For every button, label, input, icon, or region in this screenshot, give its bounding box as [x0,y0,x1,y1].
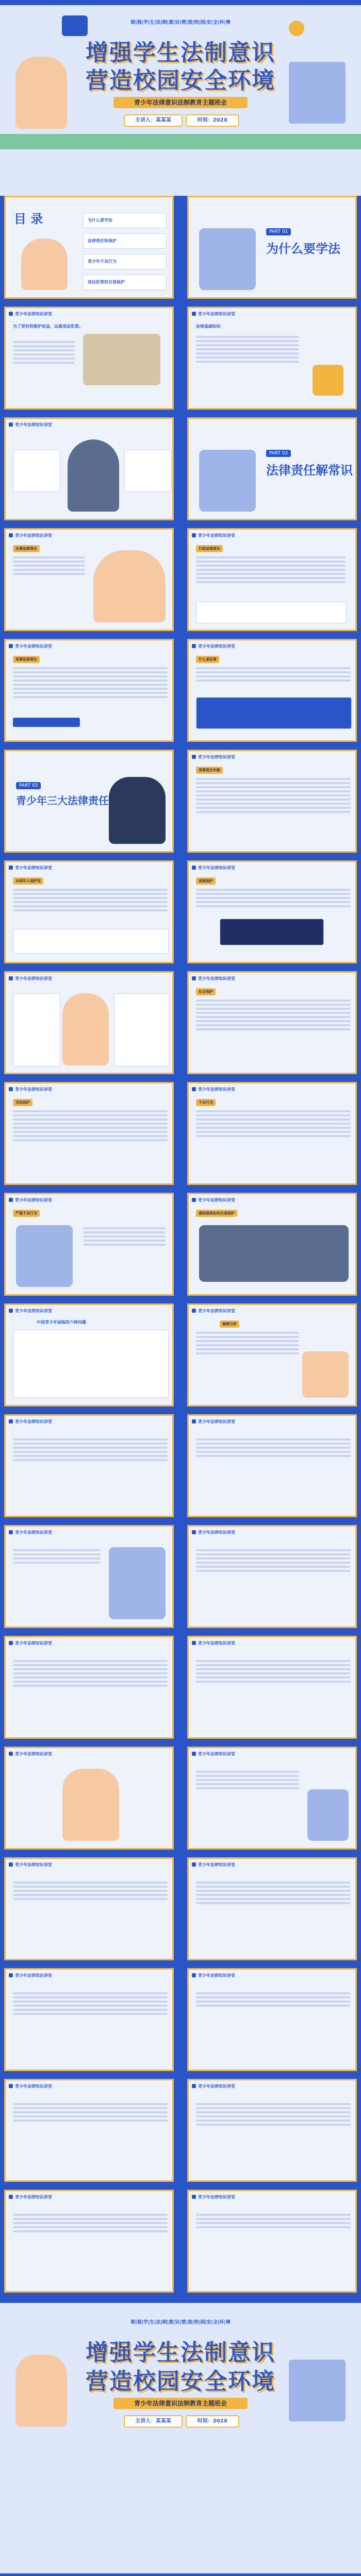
crime-def-slide [187,639,357,742]
content-slide-13b [187,1525,357,1628]
slide-header: 青少年法律知识讲堂 [9,1751,52,1757]
criminal-slide [4,639,174,742]
girl-illustration [62,993,109,1065]
content-text [13,1990,168,2017]
self1-slide [187,1193,357,1296]
slide-header: 青少年法律知识讲堂 [9,1308,52,1314]
crime-def-text [196,665,351,684]
content-text [196,1879,351,1906]
slide-header: 青少年法律知识讲堂 [9,2083,52,2090]
bad1-text [196,1108,351,1139]
toc-item-1: 为什么要学法 [83,213,167,228]
slide-header: 青少年法律知识讲堂 [9,2194,52,2200]
cover-subtitle: 青少年法律意识法制教育主题班会 [113,97,248,108]
slide-header: 青少年法律知识讲堂 [9,1862,52,1868]
content-slide-18a [4,2079,174,2182]
admin-text [196,554,346,585]
bad2-tag: 严重不良行为 [13,1210,40,1217]
society-text [196,997,351,1032]
content-text [196,1547,351,1574]
law-basic-text [196,334,299,365]
judicial-slide [4,1082,174,1185]
content-text [196,1436,351,1459]
admin-card [196,602,347,623]
school-card-left [13,993,60,1066]
society-tag: 社会保护 [196,988,216,995]
section2-title: 法律责任解常识 [266,463,353,478]
section3-part: PART 03 [16,782,41,789]
cover-slide [0,5,361,196]
section1-part: PART 01 [266,228,291,235]
content-slide-16a [4,1857,174,1960]
cases-slide [187,1303,357,1406]
age-tag: 刑事责任年龄 [196,767,223,774]
slide-header: 青少年法律知识讲堂 [192,2083,235,2090]
slide-header: 青少年法律知识讲堂 [192,1087,235,1093]
slide-header: 青少年法律知识讲堂 [192,1419,235,1425]
school-illustration [83,334,160,385]
china6-card [13,1330,169,1398]
criminal-note [13,718,80,727]
slide-header: 青少年法律知识讲堂 [9,643,52,650]
slide-header: 青少年法律知识讲堂 [192,643,235,650]
grandpa-illustration [109,1547,166,1619]
protect-card [13,929,169,954]
content-text [196,1769,299,1791]
content-slide-17b [187,1968,357,2071]
family-slide [187,860,357,963]
slide-header: 青少年法律知识讲堂 [9,1530,52,1536]
content-text [196,2212,351,2230]
age-text [196,776,351,815]
content-slide-16b [187,1857,357,1960]
family-illustration [199,228,256,290]
law-basic-slide [187,307,357,410]
family-card [220,919,324,945]
slide-header: 青少年法律知识讲堂 [9,1640,52,1647]
school-slide [4,971,174,1074]
ending-time: 时间：202X [186,2415,239,2428]
boy-illustration [307,1789,349,1841]
content-slide-14b [187,1636,357,1739]
content-text [13,1658,168,1689]
ending-top-tag: 锁|强|学|生|法|制|意|识|营|造|校|园|安|全|环|境 [130,2320,231,2325]
slide-header: 青少年法律知识讲堂 [9,1973,52,1979]
slide-header: 青少年法律知识讲堂 [9,1419,52,1425]
law-book-icon [313,365,343,396]
toc-slide [4,196,174,299]
toc-item-3: 青少年不良行为 [83,254,167,269]
book-girl-illustration [93,550,166,622]
content-text [196,2101,351,2128]
china6-heading: 中国青少年面临的六种问题 [37,1320,86,1325]
thinking-student-illustration [68,439,119,512]
cover-title-line2: 营造校园安全环境 [86,67,275,94]
content-text [13,1547,101,1566]
section3-slide [4,750,174,853]
slide-header: 青少年法律知识讲堂 [9,533,52,539]
society-slide [187,971,357,1074]
bad2-illustration [16,1225,73,1287]
cover-top-tag: 锁|强|学|生|法|制|意|识|营|造|校|园|安|全|环|境 [130,20,231,25]
admin-slide [187,528,357,631]
bad1-slide [187,1082,357,1185]
slide-header: 青少年法律知识讲堂 [192,1973,235,1979]
admin-tag: 行政法律责任 [196,545,223,552]
cover-title-line1: 增强学生法制意识 [86,40,275,66]
slide-header: 青少年法律知识讲堂 [192,1308,235,1314]
slide-header: 青少年法律知识讲堂 [192,2194,235,2200]
grass-decor [0,134,361,149]
content-slide-12b [187,1414,357,1517]
ending-courthouse-illustration [289,2360,346,2421]
criminal-tag: 刑事法律责任 [13,656,40,663]
toc-item-2: 法律责任和保护 [83,233,167,249]
crime-def-card [196,697,352,729]
slide-header: 青少年法律知识讲堂 [192,1640,235,1647]
content-slide-17a [4,1968,174,2071]
section2-slide [187,417,357,520]
thinking-slide [4,417,174,520]
slide-header: 青少年法律知识讲堂 [192,1530,235,1536]
section3-title: 青少年三大法律责任 [16,794,109,807]
slide-header: 青少年法律知识讲堂 [9,1087,52,1093]
ending-title-line1: 增强学生法制意识 [86,2340,275,2366]
cover-time: 时间：202X [186,114,239,127]
content-slide-14a [4,1636,174,1739]
toc-item-4: 违法犯罪的自我保护 [83,275,167,290]
thinking-card-left [13,450,60,492]
family-tag: 家庭保护 [196,877,216,885]
slide-header: 青少年法律知识讲堂 [9,976,52,982]
family-text [196,887,351,909]
content-text [196,1990,351,2009]
protect-text [13,887,168,913]
why-text [13,339,75,366]
ending-presenter: 主讲人：某某某 [124,2415,183,2428]
slide-header: 青少年法律知识讲堂 [9,311,52,317]
crowd-illustration [199,1225,349,1282]
age-slide [187,750,357,853]
self1-tag: 遇到侵害如何自我保护 [196,1210,237,1217]
toc-title: 目 录 [14,212,43,226]
law-basic-heading: 法律基础知识 [196,324,221,329]
slide-header: 青少年法律知识讲堂 [192,754,235,760]
reader-illustration [21,239,68,290]
criminal-text [13,665,168,700]
slide-header: 青少年法律知识讲堂 [192,533,235,539]
content-slide-18b [187,2079,357,2182]
why-heading: 为了更好的维护权益，远离违法犯罪。 [13,324,83,329]
content-text [13,1879,168,1902]
content-slide-19a [4,2190,174,2293]
students-illustration [15,57,67,129]
content-text [13,2212,168,2234]
ending-title-line2: 营造校园安全环境 [86,2368,275,2395]
reading-kids-illustration [62,1769,119,1841]
slide-header: 青少年法律知识讲堂 [192,976,235,982]
civil-tag: 民事法律责任 [13,545,40,552]
slide-header: 青少年法律知识讲堂 [192,311,235,317]
content-slide-19b [187,2190,357,2293]
content-text [196,1658,351,1685]
megaphone-icon [62,15,88,36]
cases-text [196,1330,299,1357]
why-slide [4,307,174,410]
bad1-tag: 不良行为 [196,1099,216,1106]
slide-header: 青少年法律知识讲堂 [192,1862,235,1868]
courthouse-illustration [289,62,346,124]
thinking-card-right [124,450,172,492]
slide-header: 青少年法律知识讲堂 [9,422,52,428]
civil-text [13,554,85,577]
slide-header: 青少年法律知识讲堂 [192,865,235,871]
protect-tag: 未成年人保护法 [13,877,43,885]
judge-illustration [109,777,166,844]
slide-header: 青少年法律知识讲堂 [192,1197,235,1204]
ending-students-illustration [15,2354,67,2427]
bad2-text [83,1225,166,1248]
ending-subtitle: 青少年法律意识法制教育主题班会 [113,2398,248,2409]
protect-slide [4,860,174,963]
content-text [13,2101,168,2124]
content-slide-12a [4,1414,174,1517]
slide-header: 青少年法律知识讲堂 [9,1197,52,1204]
content-slide-15a [4,1747,174,1850]
section2-part: PART 02 [266,450,291,457]
cases-tag: 案例分析 [220,1320,239,1328]
slide-header: 青少年法律知识讲堂 [192,1751,235,1757]
china6-slide [4,1303,174,1406]
ending-slide [0,2303,361,2573]
judicial-text [13,1108,168,1143]
content-slide-13a [4,1525,174,1628]
section1-slide [187,196,357,299]
kid-study-illustration [302,1351,349,1398]
content-slide-15b [187,1747,357,1850]
civil-slide [4,528,174,631]
judicial-tag: 司法保护 [13,1099,32,1106]
content-text [13,1436,168,1463]
crime-def-tag: 什么是犯罪 [196,656,219,663]
slide-header: 青少年法律知识讲堂 [9,865,52,871]
teacher-illustration [199,450,256,512]
cover-presenter: 主讲人：某某某 [124,114,183,127]
section1-title: 为什么要学法 [266,242,340,256]
bad2-slide [4,1193,174,1296]
school-card-right [114,993,169,1066]
